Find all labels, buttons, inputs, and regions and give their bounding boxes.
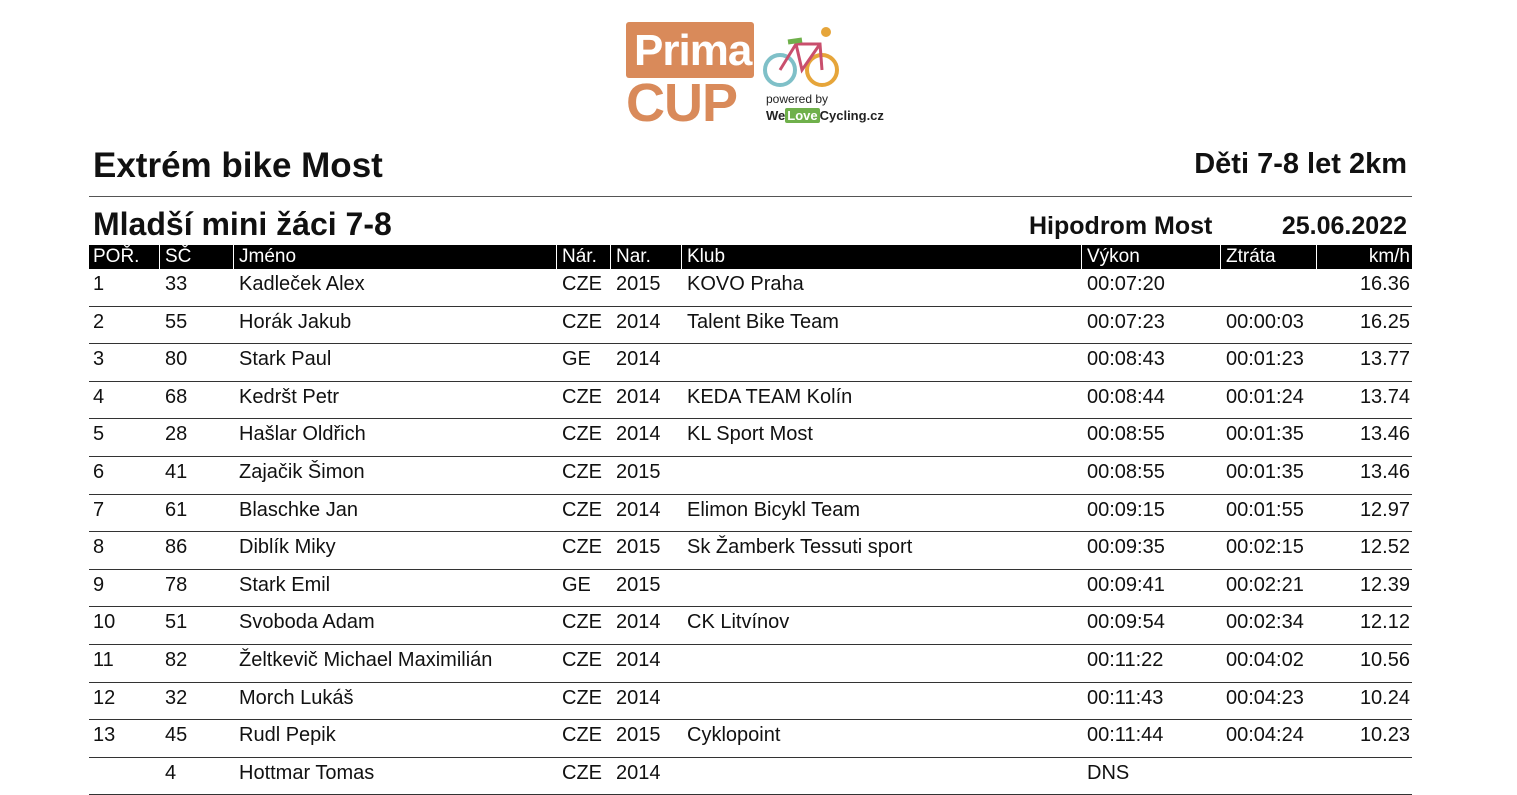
start-number-cell: 80 xyxy=(165,348,188,371)
header-separator xyxy=(681,245,682,269)
table-row xyxy=(89,382,1412,420)
table-row xyxy=(89,532,1412,570)
table-body xyxy=(89,269,1412,795)
position-cell: 5 xyxy=(93,423,105,446)
name-cell: Zajačik Šimon xyxy=(239,460,365,483)
race-date: 25.06.2022 xyxy=(1281,212,1407,240)
start-number-cell: 45 xyxy=(165,724,188,747)
event-title: Extrém bike Most xyxy=(93,146,383,185)
time-cell: 00:09:41 xyxy=(1087,573,1165,596)
nationality-cell: CZE xyxy=(562,460,602,483)
time-cell: 00:09:54 xyxy=(1087,611,1165,634)
nationality-cell: CZE xyxy=(562,648,602,671)
birth-year-cell: 2014 xyxy=(616,686,661,709)
birth-year-cell: 2014 xyxy=(616,648,661,671)
name-cell: Horák Jakub xyxy=(239,310,352,333)
birth-year-cell: 2014 xyxy=(616,385,661,408)
birth-year-cell: 2015 xyxy=(616,460,661,483)
time-cell: 00:09:35 xyxy=(1087,536,1165,559)
speed-cell: 10.24 xyxy=(1359,686,1410,709)
bicycle-icon xyxy=(760,22,850,92)
table-row xyxy=(89,307,1412,345)
table-row xyxy=(89,344,1412,382)
col-club: Klub xyxy=(687,246,726,267)
logo-cup-text: CUP xyxy=(626,73,738,133)
loss-cell: 00:01:23 xyxy=(1226,348,1304,371)
birth-year-cell: 2014 xyxy=(616,498,661,521)
club-cell: Talent Bike Team xyxy=(687,310,839,333)
time-cell: DNS xyxy=(1087,761,1130,784)
name-cell: Hašlar Oldřich xyxy=(239,423,366,446)
logo-love: Love xyxy=(787,108,818,123)
club-cell: CK Litvínov xyxy=(687,611,790,634)
loss-cell: 00:01:24 xyxy=(1226,385,1304,408)
birth-year-cell: 2015 xyxy=(616,273,661,295)
name-cell: Kedršt Petr xyxy=(239,385,340,408)
club-cell: KEDA TEAM Kolín xyxy=(687,385,853,408)
start-number-cell: 33 xyxy=(165,273,188,295)
loss-cell: 00:04:23 xyxy=(1226,686,1304,709)
speed-cell: 16.25 xyxy=(1359,310,1410,333)
prima-cup-logo xyxy=(620,8,900,136)
start-number-cell: 28 xyxy=(165,423,188,446)
name-cell: Morch Lukáš xyxy=(239,686,354,709)
col-position: POŘ. xyxy=(93,246,140,267)
time-cell: 00:11:44 xyxy=(1087,724,1164,747)
table-row xyxy=(89,645,1412,683)
club-cell: Sk Žamberk Tessuti sport xyxy=(687,536,913,559)
time-cell: 00:08:44 xyxy=(1087,385,1165,408)
nationality-cell: CZE xyxy=(562,385,602,408)
start-number-cell: 61 xyxy=(165,498,188,521)
birth-year-cell: 2015 xyxy=(616,573,661,596)
club-cell: KOVO Praha xyxy=(687,273,804,295)
col-time: Výkon xyxy=(1087,246,1140,267)
name-cell: Želtkevič Michael Maximilián xyxy=(239,648,493,671)
nationality-cell: CZE xyxy=(562,761,602,784)
race-category: Děti 7-8 let 2km xyxy=(1194,148,1407,180)
position-cell: 2 xyxy=(93,310,105,333)
name-cell: Blaschke Jan xyxy=(239,498,358,521)
start-number-cell: 68 xyxy=(165,385,188,408)
speed-cell: 12.97 xyxy=(1359,498,1410,521)
table-row xyxy=(89,720,1412,758)
time-cell: 00:09:15 xyxy=(1087,498,1165,521)
subcategory-title: Mladší mini žáci 7-8 xyxy=(93,206,392,242)
speed-cell: 13.46 xyxy=(1359,460,1410,483)
logo-prima-text: Prima xyxy=(634,26,752,75)
header-separator xyxy=(159,245,160,269)
logo-cycling: Cycling.cz xyxy=(819,108,884,123)
col-birth-year: Nar. xyxy=(616,246,651,267)
name-cell: Stark Emil xyxy=(239,573,331,596)
nationality-cell: CZE xyxy=(562,310,602,333)
speed-cell: 13.46 xyxy=(1359,423,1410,446)
name-cell: Rudl Pepik xyxy=(239,724,336,747)
start-number-cell: 51 xyxy=(165,611,188,634)
nationality-cell: CZE xyxy=(562,273,602,295)
time-cell: 00:08:55 xyxy=(1087,460,1165,483)
nationality-cell: GE xyxy=(562,348,591,371)
name-cell: Diblík Miky xyxy=(239,536,336,559)
loss-cell: 00:04:02 xyxy=(1226,648,1304,671)
birth-year-cell: 2014 xyxy=(616,761,661,784)
position-cell: 7 xyxy=(93,498,105,521)
club-cell: Elimon Bicykl Team xyxy=(687,498,861,521)
logo-we: We xyxy=(766,108,786,123)
time-cell: 00:11:43 xyxy=(1087,686,1164,709)
col-start-number: SČ xyxy=(165,246,192,267)
nationality-cell: CZE xyxy=(562,498,602,521)
time-cell: 00:07:20 xyxy=(1087,273,1165,295)
name-cell: Kadleček Alex xyxy=(239,273,365,295)
nationality-cell: CZE xyxy=(562,536,602,559)
table-row xyxy=(89,570,1412,608)
club-cell: Cyklopoint xyxy=(687,724,781,747)
table-row xyxy=(89,758,1412,795)
header-separator xyxy=(1220,245,1221,269)
speed-cell: 12.39 xyxy=(1359,573,1410,596)
col-loss: Ztráta xyxy=(1226,246,1276,267)
start-number-cell: 55 xyxy=(165,310,188,333)
start-number-cell: 41 xyxy=(165,460,188,483)
header-separator xyxy=(610,245,611,269)
club-cell: KL Sport Most xyxy=(687,423,813,446)
col-speed: km/h xyxy=(1368,246,1410,267)
birth-year-cell: 2014 xyxy=(616,423,661,446)
start-number-cell: 86 xyxy=(165,536,188,559)
col-nationality: Nár. xyxy=(562,246,597,267)
position-cell: 1 xyxy=(93,273,105,295)
nationality-cell: CZE xyxy=(562,686,602,709)
loss-cell: 00:02:15 xyxy=(1226,536,1304,559)
time-cell: 00:08:43 xyxy=(1087,348,1165,371)
position-cell: 11 xyxy=(93,648,114,671)
speed-cell: 12.12 xyxy=(1359,611,1410,634)
logo-welovecycling xyxy=(766,108,884,123)
birth-year-cell: 2015 xyxy=(616,536,661,559)
table-row xyxy=(89,495,1412,533)
speed-cell: 13.77 xyxy=(1359,348,1410,371)
birth-year-cell: 2014 xyxy=(616,611,661,634)
position-cell: 13 xyxy=(93,724,116,747)
speed-cell: 16.36 xyxy=(1359,273,1410,295)
speed-cell: 12.52 xyxy=(1359,536,1410,559)
speed-cell: 10.23 xyxy=(1359,724,1410,747)
header-separator xyxy=(1316,245,1317,269)
logo-powered-by: powered by xyxy=(766,92,829,106)
nationality-cell: GE xyxy=(562,573,591,596)
table-row xyxy=(89,419,1412,457)
start-number-cell: 32 xyxy=(165,686,188,709)
position-cell: 12 xyxy=(93,686,116,709)
header-separator xyxy=(1081,245,1082,269)
position-cell: 4 xyxy=(93,385,105,408)
logo-prima-block xyxy=(626,22,754,78)
table-row xyxy=(89,683,1412,721)
time-cell: 00:07:23 xyxy=(1087,310,1165,333)
table-header xyxy=(89,245,1412,269)
start-number-cell: 4 xyxy=(165,761,177,784)
time-cell: 00:08:55 xyxy=(1087,423,1165,446)
header-divider xyxy=(89,196,1412,197)
loss-cell: 00:04:24 xyxy=(1226,724,1304,747)
nationality-cell: CZE xyxy=(562,724,602,747)
loss-cell: 00:01:55 xyxy=(1226,498,1304,521)
position-cell: 8 xyxy=(93,536,105,559)
loss-cell: 00:00:03 xyxy=(1226,310,1304,333)
birth-year-cell: 2014 xyxy=(616,310,661,333)
name-cell: Svoboda Adam xyxy=(239,611,375,634)
loss-cell: 00:01:35 xyxy=(1226,460,1304,483)
col-name: Jméno xyxy=(239,246,297,267)
venue: Hipodrom Most xyxy=(1029,212,1213,240)
name-cell: Stark Paul xyxy=(239,348,332,371)
results-table xyxy=(89,245,1412,795)
position-cell: 9 xyxy=(93,573,105,596)
table-row xyxy=(89,457,1412,495)
table-row xyxy=(89,269,1412,307)
time-cell: 00:11:22 xyxy=(1087,648,1164,671)
position-cell: 3 xyxy=(93,348,105,371)
birth-year-cell: 2014 xyxy=(616,348,661,371)
loss-cell: 00:02:34 xyxy=(1226,611,1304,634)
header-separator xyxy=(233,245,234,269)
loss-cell: 00:01:35 xyxy=(1226,423,1304,446)
header-separator xyxy=(556,245,557,269)
nationality-cell: CZE xyxy=(562,423,602,446)
position-cell: 10 xyxy=(93,611,116,634)
nationality-cell: CZE xyxy=(562,611,602,634)
start-number-cell: 82 xyxy=(165,648,188,671)
position-cell: 6 xyxy=(93,460,105,483)
start-number-cell: 78 xyxy=(165,573,188,596)
speed-cell: 13.74 xyxy=(1359,385,1410,408)
loss-cell: 00:02:21 xyxy=(1226,573,1304,596)
speed-cell: 10.56 xyxy=(1359,648,1410,671)
name-cell: Hottmar Tomas xyxy=(239,761,375,784)
birth-year-cell: 2015 xyxy=(616,724,661,747)
table-row xyxy=(89,607,1412,645)
